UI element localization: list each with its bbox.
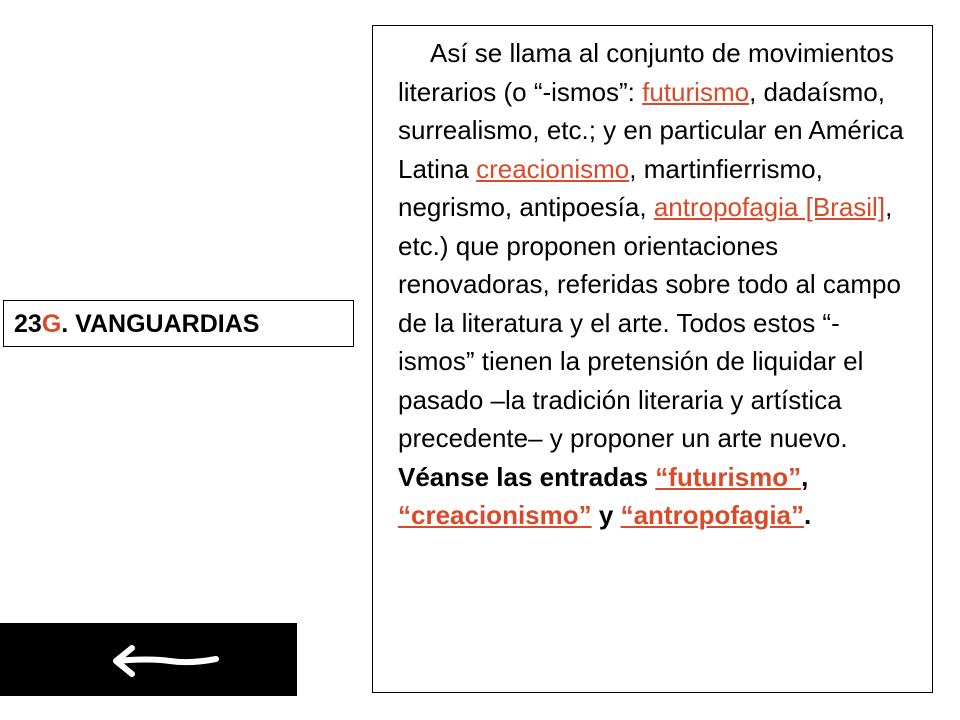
link-antropofagia[interactable]: antropofagia [Brasil]	[653, 192, 886, 222]
title-number: 23	[14, 310, 42, 338]
see-link-creacionismo[interactable]: “creacionismo”	[398, 500, 592, 530]
title-letter: G	[41, 310, 62, 338]
see-link-antropofagia[interactable]: “antropofagia”	[620, 500, 805, 530]
back-button[interactable]	[0, 623, 297, 696]
link-creacionismo[interactable]: creacionismo	[476, 153, 630, 184]
see-link-futurismo[interactable]: “futurismo”	[655, 461, 802, 492]
definition-panel	[372, 25, 933, 693]
title-text: . VANGUARDIAS	[61, 310, 260, 338]
see-entries-label: Véanse las entradas	[398, 461, 649, 492]
page-title	[3, 300, 354, 347]
definition-text: Así se llama al conjunto de movimientos literarios (o “-ismos”: futurismo, dadaísmo, surrealismo, etc.; y en particular en América Latina creacionismo, martinfierrismo, negrismo, antipoesía, antropofagia [Brasil], etc.) que proponen orientaciones renovadoras, referidas sobre todo al campo de la literatura y el arte. Todos estos “-ismos” tienen la pretensión de liquidar el pasado –la tradición literaria y artística precedente– y proponer un arte nuevo. Véanse las entradas “futurismo”, “creacionismo” y “antropofagia”.	[398, 38, 904, 530]
link-futurismo[interactable]: futurismo	[642, 76, 750, 107]
arrow-left-icon	[110, 645, 220, 677]
